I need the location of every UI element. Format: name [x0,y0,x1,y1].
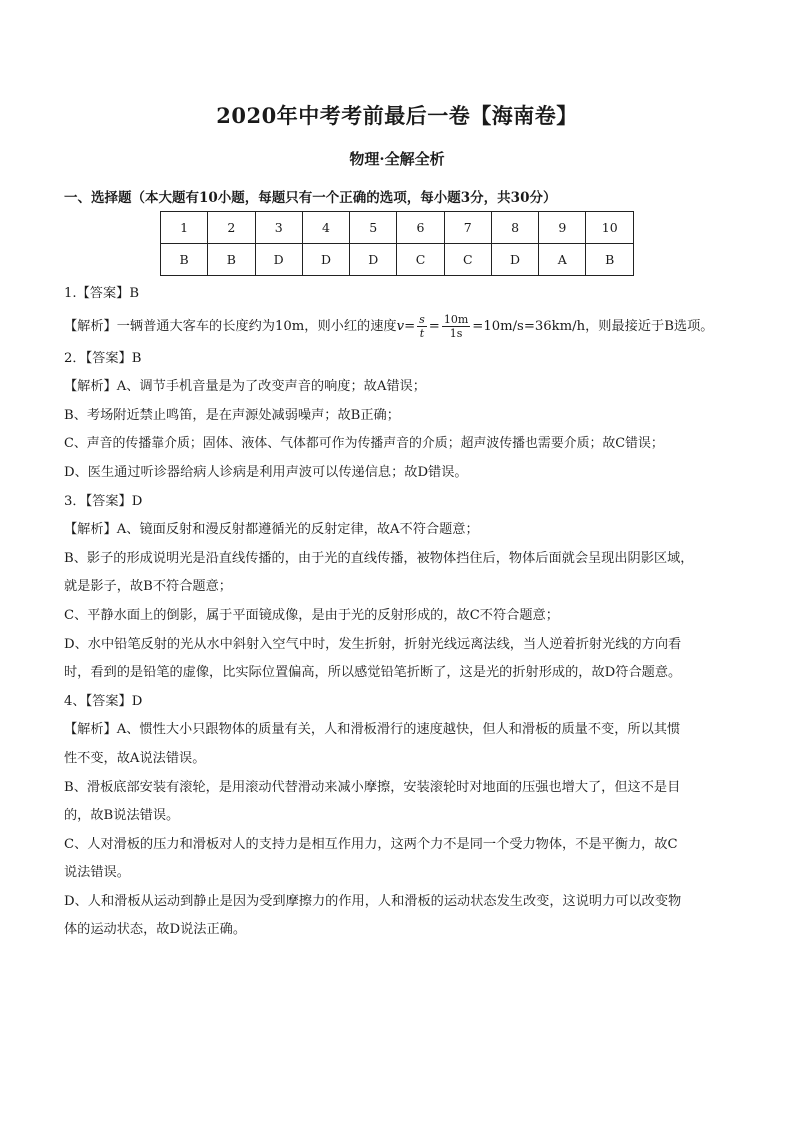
q1-explanation-post: =10m/s=36km/h，则最接近于B选项。 [472,318,714,334]
q4-line: 体的运动状态，故D说法正确。 [64,922,247,938]
table-cell-number: 4 [302,212,349,244]
table-cell-answer: D [255,244,302,276]
q4-line: 说法错误。 [64,865,130,881]
value-fraction [442,313,470,340]
table-cell-number: 1 [161,212,208,244]
table-cell-answer: B [161,244,208,276]
q2-line: C、声音的传播靠介质；固体、液体、气体都可作为传播声音的介质；超声波传播也需要介质；故C错误； [64,436,664,452]
table-cell-answer: D [302,244,349,276]
table-cell-answer: D [350,244,397,276]
table-cell-answer: B [208,244,255,276]
page-subtitle: 物理·全解全析 [349,150,445,168]
q2-line: 【解析】A、调节手机音量是为了改变声音的响度；故A错误； [64,379,426,395]
q4-line: 【解析】A、惯性大小只跟物体的质量有关，人和滑板滑行的速度越快，但人和滑板的质量不变，所以其惯 [64,722,681,738]
table-cell-number: 2 [208,212,255,244]
q3-line: B、影子的形成说明光是沿直线传播的，由于光的直线传播，被物体挡住后，物体后面就会呈现出阴影区域， [64,550,694,566]
solutions-body [64,280,732,945]
table-cell-answer: B [586,244,634,276]
q2-line: B、考场附近禁止鸣笛，是在声源处减弱噪声；故B正确； [64,407,400,423]
q4-line: C、人对滑板的压力和滑板对人的支持力是相互作用力，这两个力不是同一个受力物体，不是平衡力，故C [64,836,678,852]
q3-line: 【解析】A、镜面反射和漫反射都遵循光的反射定律，故A不符合题意； [64,522,479,538]
page-title: 2020年中考考前最后一卷【海南卷】 [216,103,578,128]
q2-answer: 2．【答案】B [64,350,142,366]
q1-explanation-pre: 【解析】一辆普通大客车的长度约为10m，则小红的速度 [64,318,397,334]
q1-explanation [64,309,732,345]
section-heading: 一、选择题（本大题有10小题，每题只有一个正确的选项，每小题3分，共30分） [64,190,557,206]
q1-answer: 1.【答案】B [64,286,140,301]
table-cell-answer: C [444,244,491,276]
q2-line: D、医生通过听诊器给病人诊病是利用声波可以传递信息；故D错误。 [64,464,468,480]
equals-sign: = [404,318,416,334]
q4-line: 的，故B说法错误。 [64,808,180,824]
q4-line: B、滑板底部安装有滚轮，是用滚动代替滑动来减小摩擦，安装滚轮时对地面的压强也增大了，但这不是目 [64,779,681,795]
table-cell-answer: C [397,244,444,276]
table-cell-number: 7 [444,212,491,244]
table-cell-number: 3 [255,212,302,244]
table-cell-number: 6 [397,212,444,244]
table-cell-number: 8 [491,212,538,244]
fraction-denominator: 1s [449,326,463,340]
equals-sign: = [428,318,440,334]
table-cell-answer: A [539,244,586,276]
speed-symbol: v [396,318,405,334]
fraction-denominator: t [419,326,425,340]
q4-answer: 4、【答案】D [64,693,143,709]
q3-line: 时，看到的是铅笔的虚像，比实际位置偏高，所以感觉铅笔折断了，这是光的折射形成的，故D符合题意。 [64,665,682,681]
formula-fraction [417,313,427,340]
table-cell-number: 5 [350,212,397,244]
q3-answer: 3．【答案】D [64,493,143,509]
answer-table [160,211,634,276]
q3-line: C、平静水面上的倒影，属于平面镜成像，是由于光的反射形成的，故C不符合题意； [64,607,559,623]
table-cell-number: 10 [586,212,634,244]
table-cell-answer: D [491,244,538,276]
q3-line: 就是影子，故B不符合题意； [64,579,232,595]
q4-line: D、人和滑板从运动到静止是因为受到摩擦力的作用，人和滑板的运动状态发生改变，这说明力可以改变物 [64,893,682,909]
answer-table-answers-row [161,244,634,276]
fraction-numerator: 10m [443,312,469,326]
q3-line: D、水中铅笔反射的光从水中斜射入空气中时，发生折射，折射光线远离法线，当人逆着折射光线的方向看 [64,636,682,652]
q4-line: 性不变，故A说法错误。 [64,750,206,766]
answer-table-numbers-row [161,212,634,244]
fraction-numerator: s [419,312,425,326]
table-cell-number: 9 [539,212,586,244]
